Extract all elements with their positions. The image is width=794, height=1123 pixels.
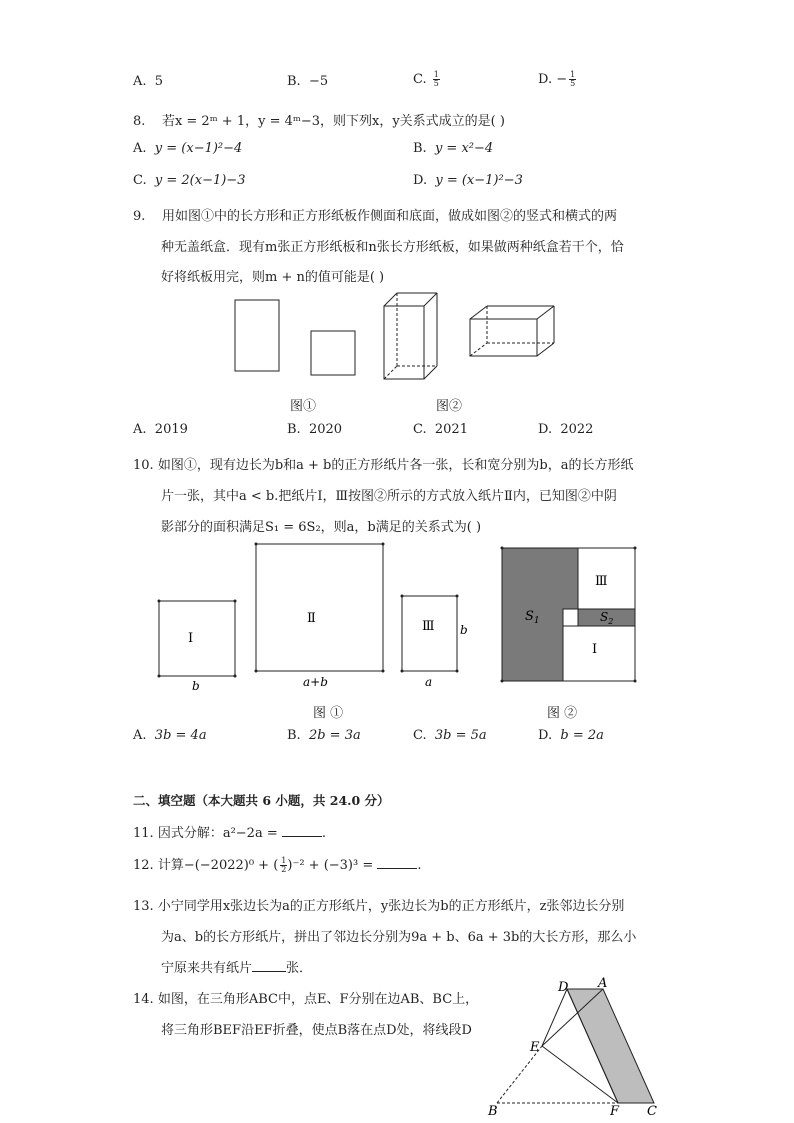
q10-fig2-caption: 图 ② bbox=[547, 706, 578, 721]
q8-option-d: D. y = (x−1)²−3 bbox=[413, 173, 523, 188]
q7-option-a: A. 5 bbox=[133, 74, 164, 89]
q9-stem-line-3: 好将纸板用完，则m + n的值可能是( ) bbox=[161, 270, 385, 285]
label-s2: $S_2$ bbox=[600, 610, 614, 626]
label-side-b: b bbox=[460, 623, 468, 637]
fig2-label-i: Ⅰ bbox=[592, 642, 598, 657]
label-a: A bbox=[598, 976, 608, 991]
label-i: Ⅰ bbox=[188, 631, 194, 646]
label-a-plus-b: a+b bbox=[303, 675, 328, 689]
q7-option-d: D. − $\frac{1}{5}$ bbox=[538, 70, 576, 88]
q9-option-c: C. 2021 bbox=[413, 422, 468, 437]
q10-fig1-caption: 图 ① bbox=[313, 706, 344, 721]
q14-line-1: 14. 如图，在三角形ABC中，点E、F分别在边AB、BC上， bbox=[133, 992, 479, 1007]
q9-option-d: D. 2022 bbox=[538, 422, 594, 437]
label-d: D bbox=[558, 980, 569, 995]
q7-option-c: C. $\frac{1}{5}$ bbox=[413, 70, 439, 88]
q9-stem-line-1: 9. 用如图①中的长方形和正方形纸板作侧面和底面，做成如图②的竖式和横式的两 bbox=[133, 209, 617, 224]
q8-option-c: C. y = 2(x−1)−3 bbox=[133, 173, 246, 188]
q9-fig2-caption: 图② bbox=[436, 399, 463, 414]
q10-option-c: C. 3b = 5a bbox=[413, 728, 487, 743]
fraction: $\frac{1}{2}$ bbox=[281, 856, 287, 874]
vertical-box bbox=[384, 293, 437, 379]
q9-stem-line-2: 种无盖纸盒．现有m张正方形纸板和n张长方形纸板，如果做两种纸盒若干个，恰 bbox=[161, 240, 624, 255]
answer-blank bbox=[252, 959, 286, 972]
fraction: $\frac{1}{5}$ bbox=[570, 70, 576, 88]
fig2-label-iii: Ⅲ bbox=[595, 574, 608, 589]
label-b: b bbox=[192, 679, 200, 693]
q8-option-a: A. y = (x−1)²−4 bbox=[133, 141, 243, 156]
answer-blank bbox=[282, 824, 322, 837]
q10-figure bbox=[150, 538, 650, 693]
q13-line-3: 宁原来共有纸片 张． bbox=[161, 961, 313, 976]
label-a: a bbox=[425, 675, 433, 689]
q9-option-b: B. 2020 bbox=[287, 422, 343, 437]
q13-line-2: 为a、b的长方形纸片，拼出了邻边长分别为9a + b、6a + 3b的大长方形，那么小 bbox=[161, 930, 637, 945]
answer-blank bbox=[377, 856, 417, 869]
square-ii bbox=[255, 543, 385, 690]
q8-option-b: B. y = x²−4 bbox=[413, 141, 494, 156]
label-b: B bbox=[488, 1104, 498, 1119]
q9-figure bbox=[225, 288, 570, 388]
q13-line-1: 13. 小宁同学用x张边长为a的正方形纸片，y张边长为b的正方形纸片，z张邻边长分别 bbox=[133, 899, 625, 914]
q8-stem: 8. 若x = 2ᵐ + 1，y = 4ᵐ−3，则下列x，y关系式成立的是( ) bbox=[133, 114, 505, 129]
label-c: C bbox=[647, 1104, 657, 1119]
q10-option-a: A. 3b = 4a bbox=[133, 728, 207, 743]
label-e: E bbox=[530, 1040, 540, 1055]
q12: 12. 计算−(−2022)⁰ + ( $\frac{1}{2}$ )⁻² + (−3)³ = . bbox=[133, 856, 422, 874]
figure-2 bbox=[501, 547, 637, 683]
horizontal-box bbox=[470, 306, 554, 356]
q14-line-2: 将三角形BEF沿EF折叠，使点B落在点D处，将线段D bbox=[161, 1023, 472, 1038]
q10-option-b: B. 2b = 3a bbox=[287, 728, 361, 743]
square-board bbox=[311, 331, 355, 375]
q10-stem-line-3: 影部分的面积满足S₁ = 6S₂，则a，b满足的关系式为( ) bbox=[161, 520, 482, 535]
label-f: F bbox=[610, 1104, 620, 1119]
fraction: $\frac{1}{5}$ bbox=[433, 70, 439, 88]
q10-stem-line-2: 片一张，其中a < b.把纸片Ⅰ，Ⅲ按图②所示的方式放入纸片Ⅱ内，已知图②中阴 bbox=[161, 489, 617, 504]
q9-option-a: A. 2019 bbox=[133, 422, 188, 437]
label-iii: Ⅲ bbox=[422, 619, 435, 634]
rectangle-iii bbox=[401, 595, 468, 690]
q10-stem-line-1: 10. 如图①，现有边长为b和a + b的正方形纸片各一张，长和宽分别为b，a的长方形纸 bbox=[133, 458, 634, 473]
section-2-heading: 二、填空题（本大题共 6 小题，共 24.0 分） bbox=[133, 793, 390, 808]
q7-option-b: B. −5 bbox=[287, 74, 329, 89]
q10-option-d: D. b = 2a bbox=[538, 728, 604, 743]
q11: 11. 因式分解：a²−2a = . bbox=[133, 826, 327, 841]
square-i bbox=[158, 600, 237, 694]
label-ii: Ⅱ bbox=[307, 611, 316, 626]
q9-fig1-caption: 图① bbox=[290, 399, 317, 414]
rectangle-board bbox=[235, 300, 279, 371]
q14-figure bbox=[480, 973, 670, 1121]
label-s1: $S_1$ bbox=[525, 609, 540, 626]
